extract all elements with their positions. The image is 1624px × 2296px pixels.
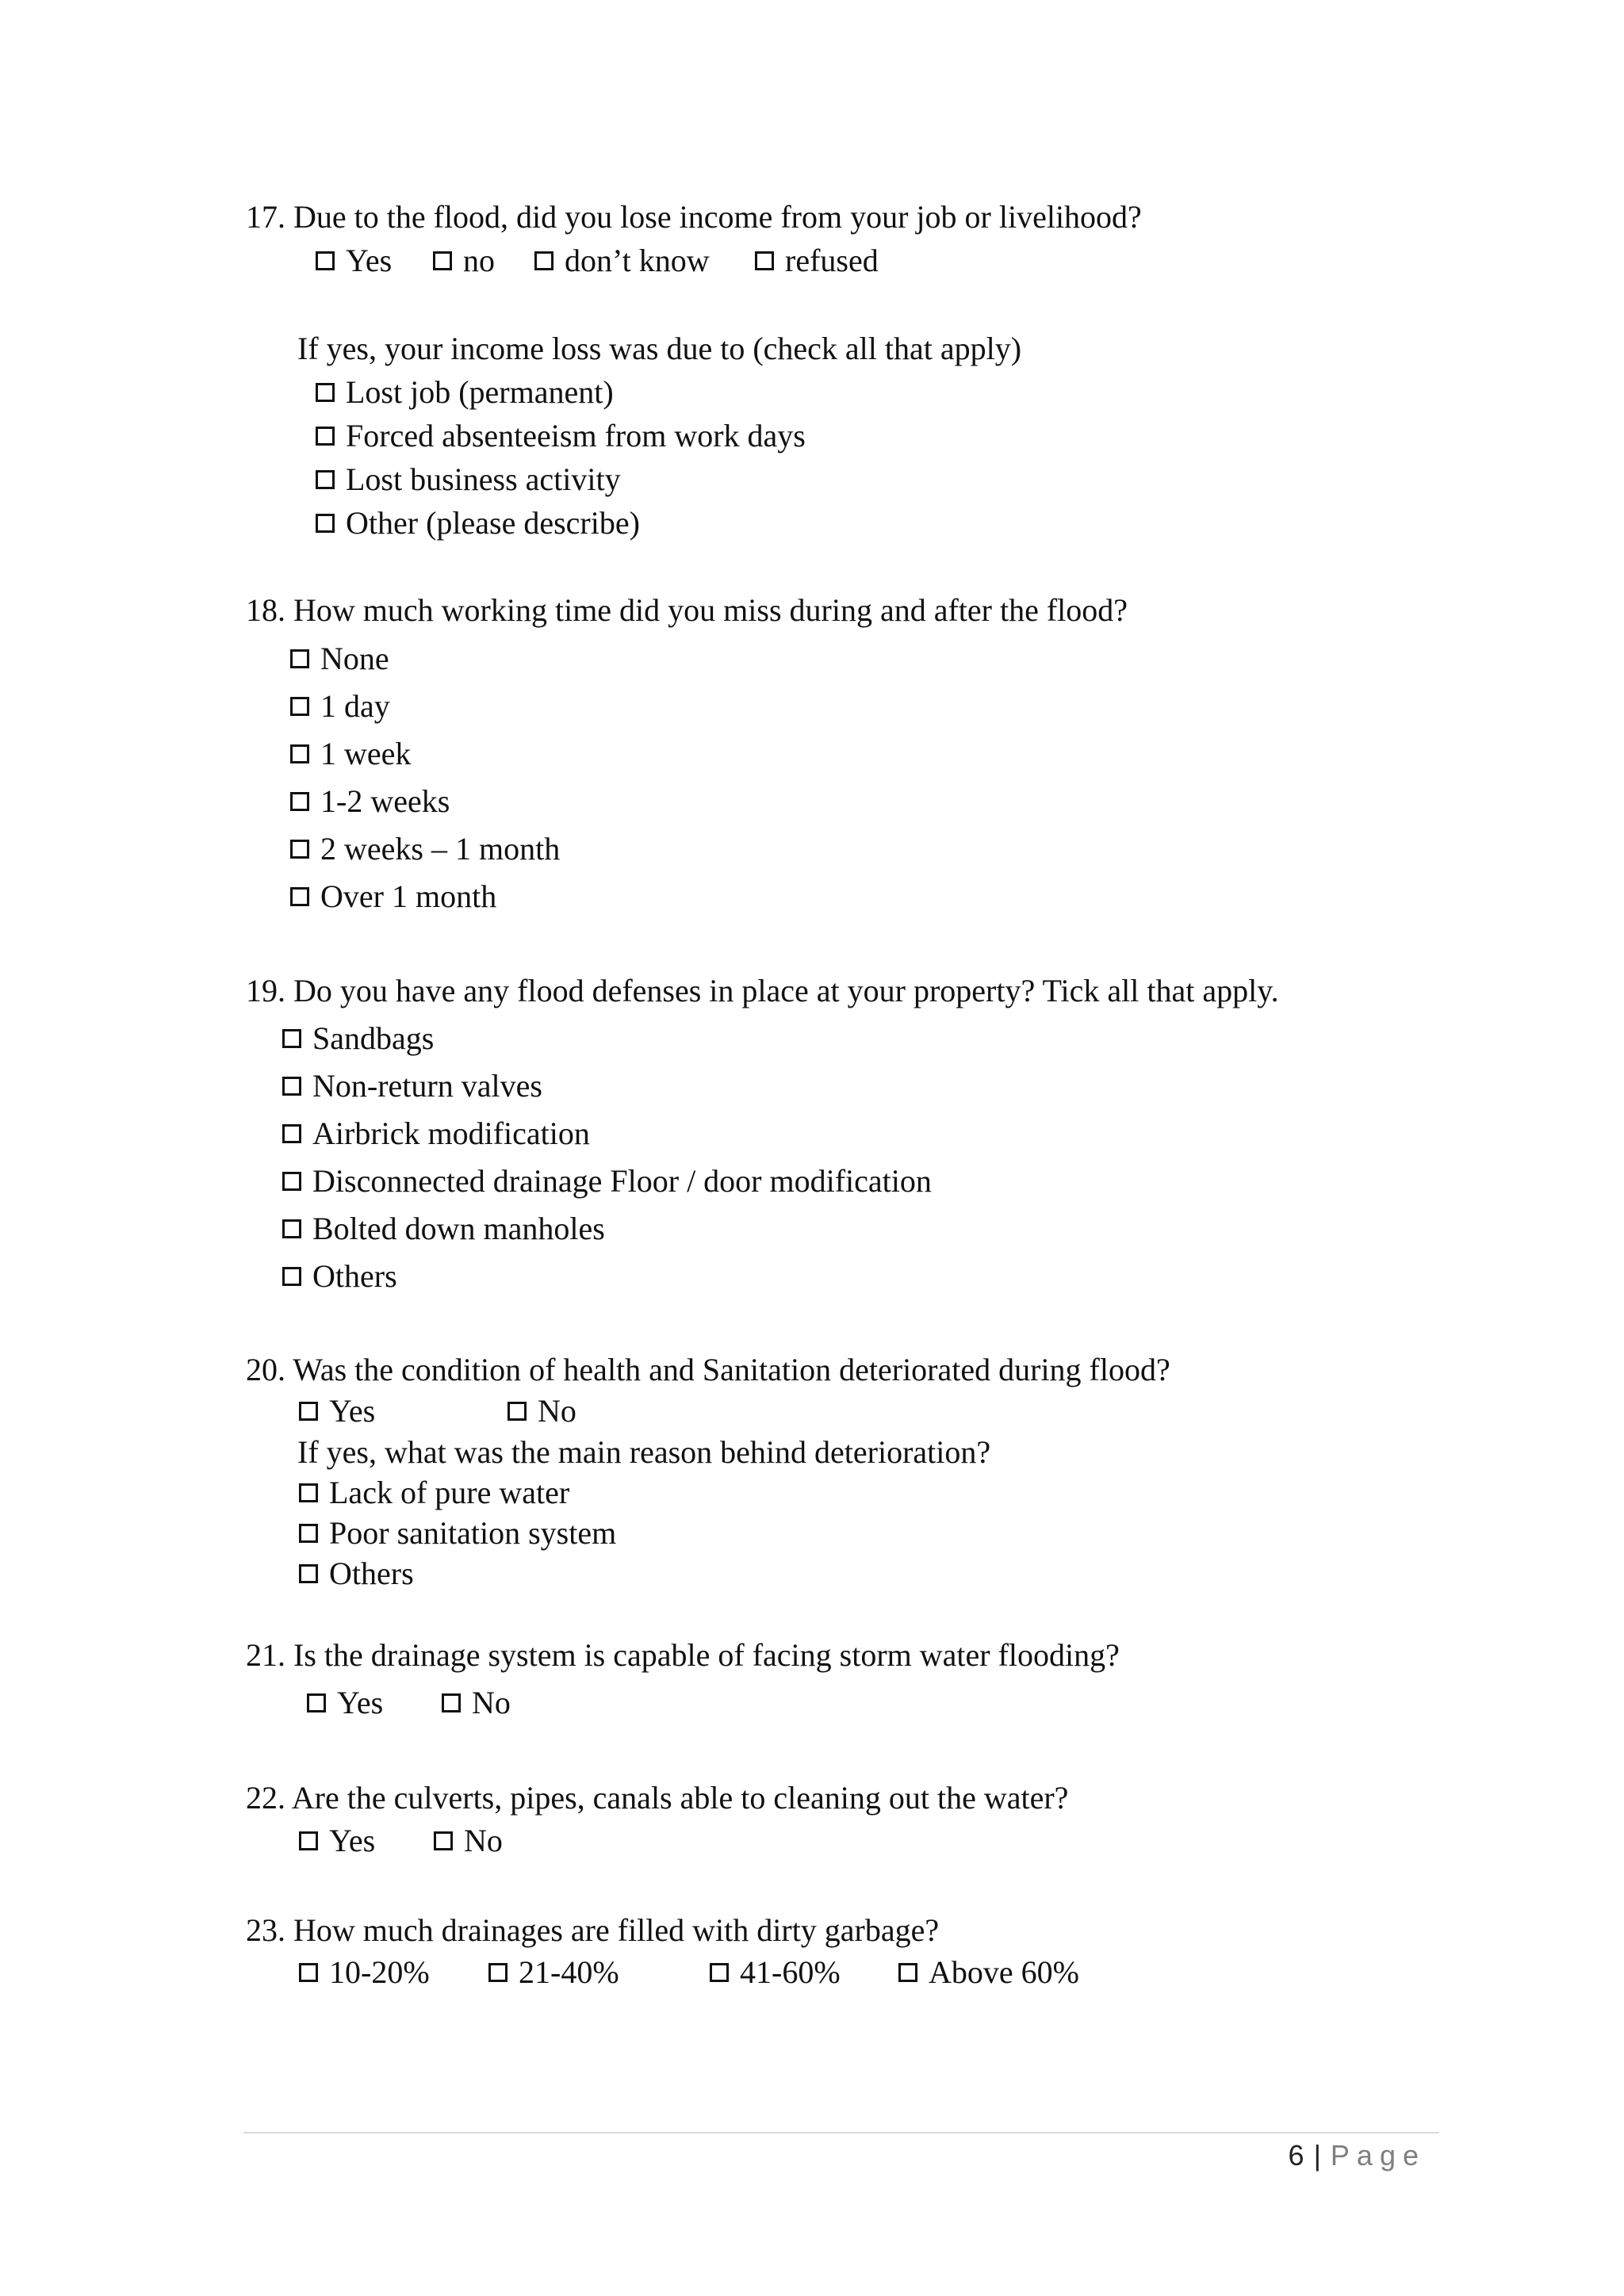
checkbox-icon[interactable]	[282, 1219, 301, 1238]
q17-option-refused[interactable]: refused	[755, 245, 879, 277]
q20-option-yes[interactable]: Yes	[299, 1395, 375, 1427]
q23-option[interactable]: 10-20%	[299, 1957, 430, 1988]
checkbox-icon[interactable]	[508, 1402, 527, 1421]
q20-followup-text: If yes, what was the main reason behind deterioration?	[297, 1434, 991, 1470]
q18-option[interactable]: 1-2 weeks	[290, 786, 450, 817]
q21-text: 21. Is the drainage system is capable of facing storm water flooding?	[246, 1637, 1120, 1673]
q20-text: 20. Was the condition of health and Sanitation deteriorated during flood?	[246, 1352, 1170, 1387]
q18-option[interactable]: Over 1 month	[290, 881, 496, 913]
checkbox-icon[interactable]	[290, 887, 309, 906]
checkbox-icon[interactable]	[710, 1963, 729, 1982]
checkbox-icon[interactable]	[299, 1564, 318, 1583]
checkbox-icon[interactable]	[290, 792, 309, 811]
q17-followup-option[interactable]: Lost business activity	[316, 464, 621, 496]
checkbox-icon[interactable]	[290, 649, 309, 668]
page-number: 6	[1288, 2139, 1304, 2172]
checkbox-icon[interactable]	[282, 1029, 301, 1048]
checkbox-icon[interactable]	[290, 697, 309, 716]
q17-option-dont-know[interactable]: don’t know	[534, 245, 710, 277]
q22-option-no[interactable]: No	[434, 1825, 503, 1857]
q19-option[interactable]: Sandbags	[282, 1023, 434, 1054]
q17-followup-option[interactable]: Forced absenteeism from work days	[316, 420, 806, 452]
checkbox-icon[interactable]	[316, 251, 335, 270]
q20-followup-option[interactable]: Poor sanitation system	[299, 1517, 616, 1549]
q17-followup-text: If yes, your income loss was due to (check all that apply)	[297, 331, 1022, 366]
checkbox-icon[interactable]	[442, 1693, 461, 1712]
q17-option-no[interactable]: no	[433, 245, 495, 277]
page-footer	[1289, 2139, 1426, 2172]
checkbox-icon[interactable]	[299, 1963, 318, 1982]
q18-option[interactable]: 1 week	[290, 738, 411, 770]
q17-text: 17. Due to the flood, did you lose income from your job or livelihood?	[246, 199, 1142, 235]
q17-followup-option[interactable]: Lost job (permanent)	[316, 377, 614, 408]
checkbox-icon[interactable]	[290, 840, 309, 859]
checkbox-icon[interactable]	[316, 514, 335, 533]
page-label: Page	[1330, 2139, 1426, 2172]
q18-text: 18. How much working time did you miss during and after the flood?	[246, 592, 1128, 628]
q19-option[interactable]: Bolted down manholes	[282, 1213, 605, 1245]
checkbox-icon[interactable]	[534, 251, 553, 270]
checkbox-icon[interactable]	[488, 1963, 508, 1982]
checkbox-icon[interactable]	[282, 1077, 301, 1096]
q19-text: 19. Do you have any flood defenses in place at your property? Tick all that apply.	[246, 973, 1279, 1008]
q17-followup-option[interactable]: Other (please describe)	[316, 507, 640, 539]
checkbox-icon[interactable]	[316, 427, 335, 446]
q19-option[interactable]: Disconnected drainage Floor / door modification	[282, 1165, 932, 1197]
footer-separator: |	[1313, 2139, 1321, 2172]
checkbox-icon[interactable]	[898, 1963, 917, 1982]
checkbox-icon[interactable]	[316, 470, 335, 489]
q22-text: 22. Are the culverts, pipes, canals able to cleaning out the water?	[246, 1780, 1069, 1816]
q23-option[interactable]: 41-60%	[710, 1957, 841, 1988]
q19-option[interactable]: Non-return valves	[282, 1070, 542, 1102]
checkbox-icon[interactable]	[282, 1267, 301, 1286]
q19-option[interactable]: Others	[282, 1261, 397, 1292]
q19-option[interactable]: Airbrick modification	[282, 1118, 590, 1150]
q23-text: 23. How much drainages are filled with dirty garbage?	[246, 1912, 940, 1948]
q20-option-no[interactable]: No	[508, 1395, 576, 1427]
q21-option-no[interactable]: No	[442, 1687, 511, 1719]
checkbox-icon[interactable]	[316, 383, 335, 402]
checkbox-icon[interactable]	[299, 1483, 318, 1502]
checkbox-icon[interactable]	[282, 1124, 301, 1143]
checkbox-icon[interactable]	[299, 1831, 318, 1850]
checkbox-icon[interactable]	[307, 1693, 326, 1712]
q18-option[interactable]: None	[290, 643, 389, 675]
q21-option-yes[interactable]: Yes	[307, 1687, 383, 1719]
checkbox-icon[interactable]	[299, 1402, 318, 1421]
checkbox-icon[interactable]	[433, 251, 452, 270]
q18-option[interactable]: 1 day	[290, 691, 390, 722]
q22-option-yes[interactable]: Yes	[299, 1825, 375, 1857]
checkbox-icon[interactable]	[282, 1172, 301, 1191]
footer-divider	[243, 2132, 1439, 2133]
checkbox-icon[interactable]	[290, 744, 309, 763]
q20-followup-option[interactable]: Others	[299, 1558, 414, 1590]
q20-followup-option[interactable]: Lack of pure water	[299, 1477, 569, 1509]
q17-option-yes[interactable]: Yes	[316, 245, 392, 277]
q23-option[interactable]: Above 60%	[898, 1957, 1079, 1988]
checkbox-icon[interactable]	[299, 1524, 318, 1543]
checkbox-icon[interactable]	[434, 1831, 453, 1850]
q23-option[interactable]: 21-40%	[488, 1957, 619, 1988]
checkbox-icon[interactable]	[755, 251, 774, 270]
q18-option[interactable]: 2 weeks – 1 month	[290, 833, 560, 865]
